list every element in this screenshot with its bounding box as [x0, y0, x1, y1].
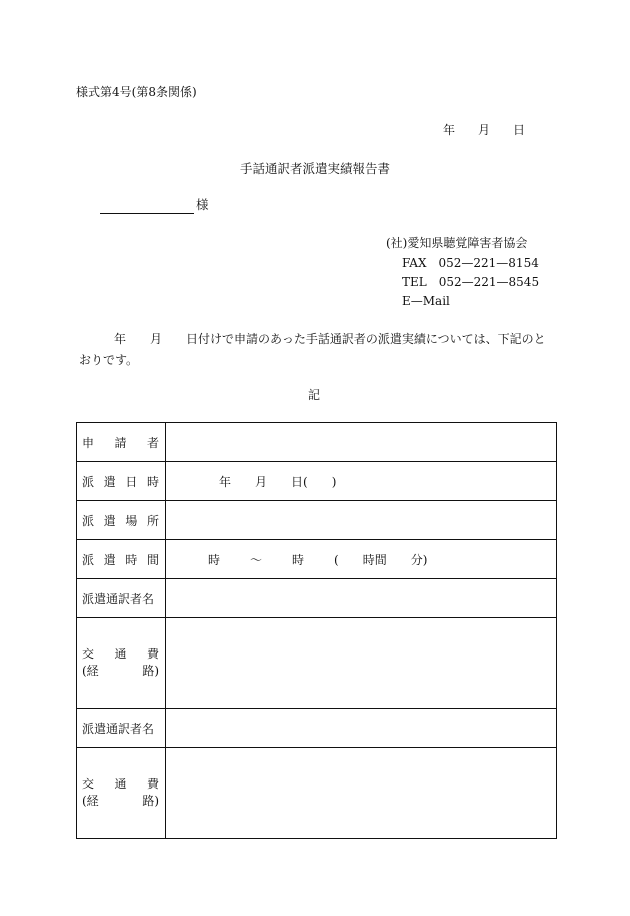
date-day-label: 日 [513, 123, 526, 137]
time-tilde: 〜 [250, 552, 263, 567]
sender-fax: FAX 052—221—8154 [402, 256, 539, 270]
time-paren-open: ( [334, 552, 339, 567]
table-row-interpreter-1 [77, 579, 557, 618]
recipient-honorific: 様 [196, 197, 209, 212]
label-dispatch-place: 派 遣 場 所 [77, 501, 166, 540]
label-dispatch-date: 派 遣 日 時 [77, 462, 166, 501]
report-date [443, 124, 525, 136]
dispatch-month-label: 月 [255, 474, 268, 489]
recipient-name-line [100, 213, 194, 214]
table-row-transport-1 [77, 618, 557, 709]
sender-tel: TEL 052—221—8545 [402, 275, 540, 289]
time-hours-label: 時間 [362, 552, 387, 567]
table-row-dispatch-place [77, 501, 557, 540]
table-row-transport-2 [77, 748, 557, 839]
value-interpreter-2[interactable] [166, 709, 557, 748]
label-dispatch-time: 派 遣 時 間 [77, 540, 166, 579]
date-month-label: 月 [478, 123, 491, 137]
value-dispatch-time[interactable] [166, 540, 557, 579]
note-heading: 記 [308, 388, 321, 402]
dispatch-year-label: 年 [219, 474, 232, 489]
label-transport-2: 交 通 費 (経 路) [77, 748, 166, 839]
table-row-dispatch-date [77, 462, 557, 501]
label-applicant: 申 請 者 [77, 423, 166, 462]
table-row-dispatch-time [77, 540, 557, 579]
value-applicant[interactable] [166, 423, 557, 462]
form-number: 様式第4号(第8条関係) [76, 85, 197, 99]
body-paragraph: 年 月 日付けで申請のあった手話通訳者の派遣実績については、下記のとおりです。 [79, 332, 546, 367]
value-transport-2[interactable] [166, 748, 557, 839]
document-title: 手話通訳者派遣実績報告書 [239, 161, 390, 176]
value-interpreter-1[interactable] [166, 579, 557, 618]
label-interpreter-1: 派遣通訳者名 [77, 579, 166, 618]
table-row-applicant [77, 423, 557, 462]
time-from-label: 時 [208, 552, 221, 567]
label-interpreter-2: 派遣通訳者名 [77, 709, 166, 748]
value-dispatch-date[interactable] [166, 462, 557, 501]
time-to-label: 時 [292, 552, 305, 567]
value-dispatch-place[interactable] [166, 501, 557, 540]
report-table [76, 422, 557, 839]
sender-email: E—Mail [402, 294, 450, 308]
date-year-label: 年 [443, 123, 456, 137]
time-minutes-label: 分) [410, 552, 428, 567]
sender-organization: (社)愛知県聴覚障害者協会 [386, 236, 528, 250]
table-row-interpreter-2 [77, 709, 557, 748]
label-transport-1: 交 通 費 (経 路) [77, 618, 166, 709]
value-transport-1[interactable] [166, 618, 557, 709]
dispatch-day-label: 日( ) [291, 474, 337, 489]
